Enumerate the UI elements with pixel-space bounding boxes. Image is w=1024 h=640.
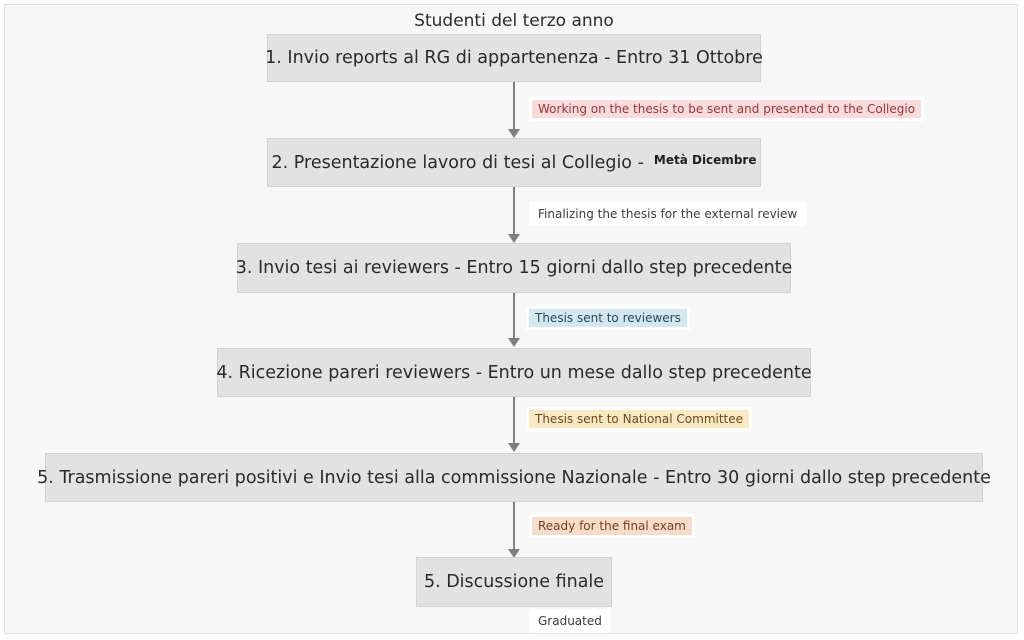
transition-1	[529, 97, 924, 121]
transition-3-label: Thesis sent to reviewers	[529, 309, 687, 327]
connector-2	[513, 187, 515, 234]
transition-2	[529, 202, 806, 226]
arrowhead-1-icon	[508, 129, 520, 138]
arrowhead-2-icon	[508, 234, 520, 243]
step-6-label: 5. Discussione finale	[423, 572, 605, 592]
transition-5	[529, 514, 695, 538]
transition-1-label: Working on the thesis to be sent and presented to the Collegio	[532, 100, 921, 118]
transition-3	[526, 306, 690, 330]
step-2-label: 2. Presentazione lavoro di tesi al Collegio -	[271, 152, 644, 173]
transition-4	[526, 407, 752, 431]
arrowhead-3-icon	[508, 338, 520, 347]
transition-5-label: Ready for the final exam	[532, 517, 692, 535]
step-1-node[interactable]	[267, 34, 761, 82]
step-5-label: 5. Trasmissione pareri positivi e Invio tesi alla commissione Nazionale - Entro 30 giorni dallo step precedente	[37, 467, 991, 488]
step-3-label: 3. Invio tesi ai reviewers - Entro 15 giorni dallo step precedente	[235, 258, 793, 278]
step-4-node[interactable]	[217, 348, 811, 397]
step-5-node[interactable]	[37, 453, 991, 502]
connector-4	[513, 397, 515, 443]
transition-4-label: Thesis sent to National Committee	[529, 410, 749, 428]
transition-2-label: Finalizing the thesis for the external review	[532, 205, 803, 223]
step-3-node[interactable]	[237, 243, 791, 293]
step-6-node[interactable]	[416, 557, 612, 607]
connector-1	[513, 82, 515, 129]
step-2-deadline: Metà Dicembre	[653, 152, 757, 167]
connector-5	[513, 502, 515, 549]
step-4-label: 4. Ricezione pareri reviewers - Entro un mese dallo step precedente	[216, 362, 812, 383]
connector-3	[513, 293, 515, 338]
arrowhead-4-icon	[508, 443, 520, 452]
final-status	[529, 609, 611, 633]
final-status-label: Graduated	[532, 612, 608, 630]
diagram-title: Studenti del terzo anno	[414, 11, 614, 31]
step-1-label: 1. Invio reports al RG di appartenenza - Entro 31 Ottobre	[265, 48, 763, 68]
step-2-node[interactable]	[267, 138, 761, 187]
